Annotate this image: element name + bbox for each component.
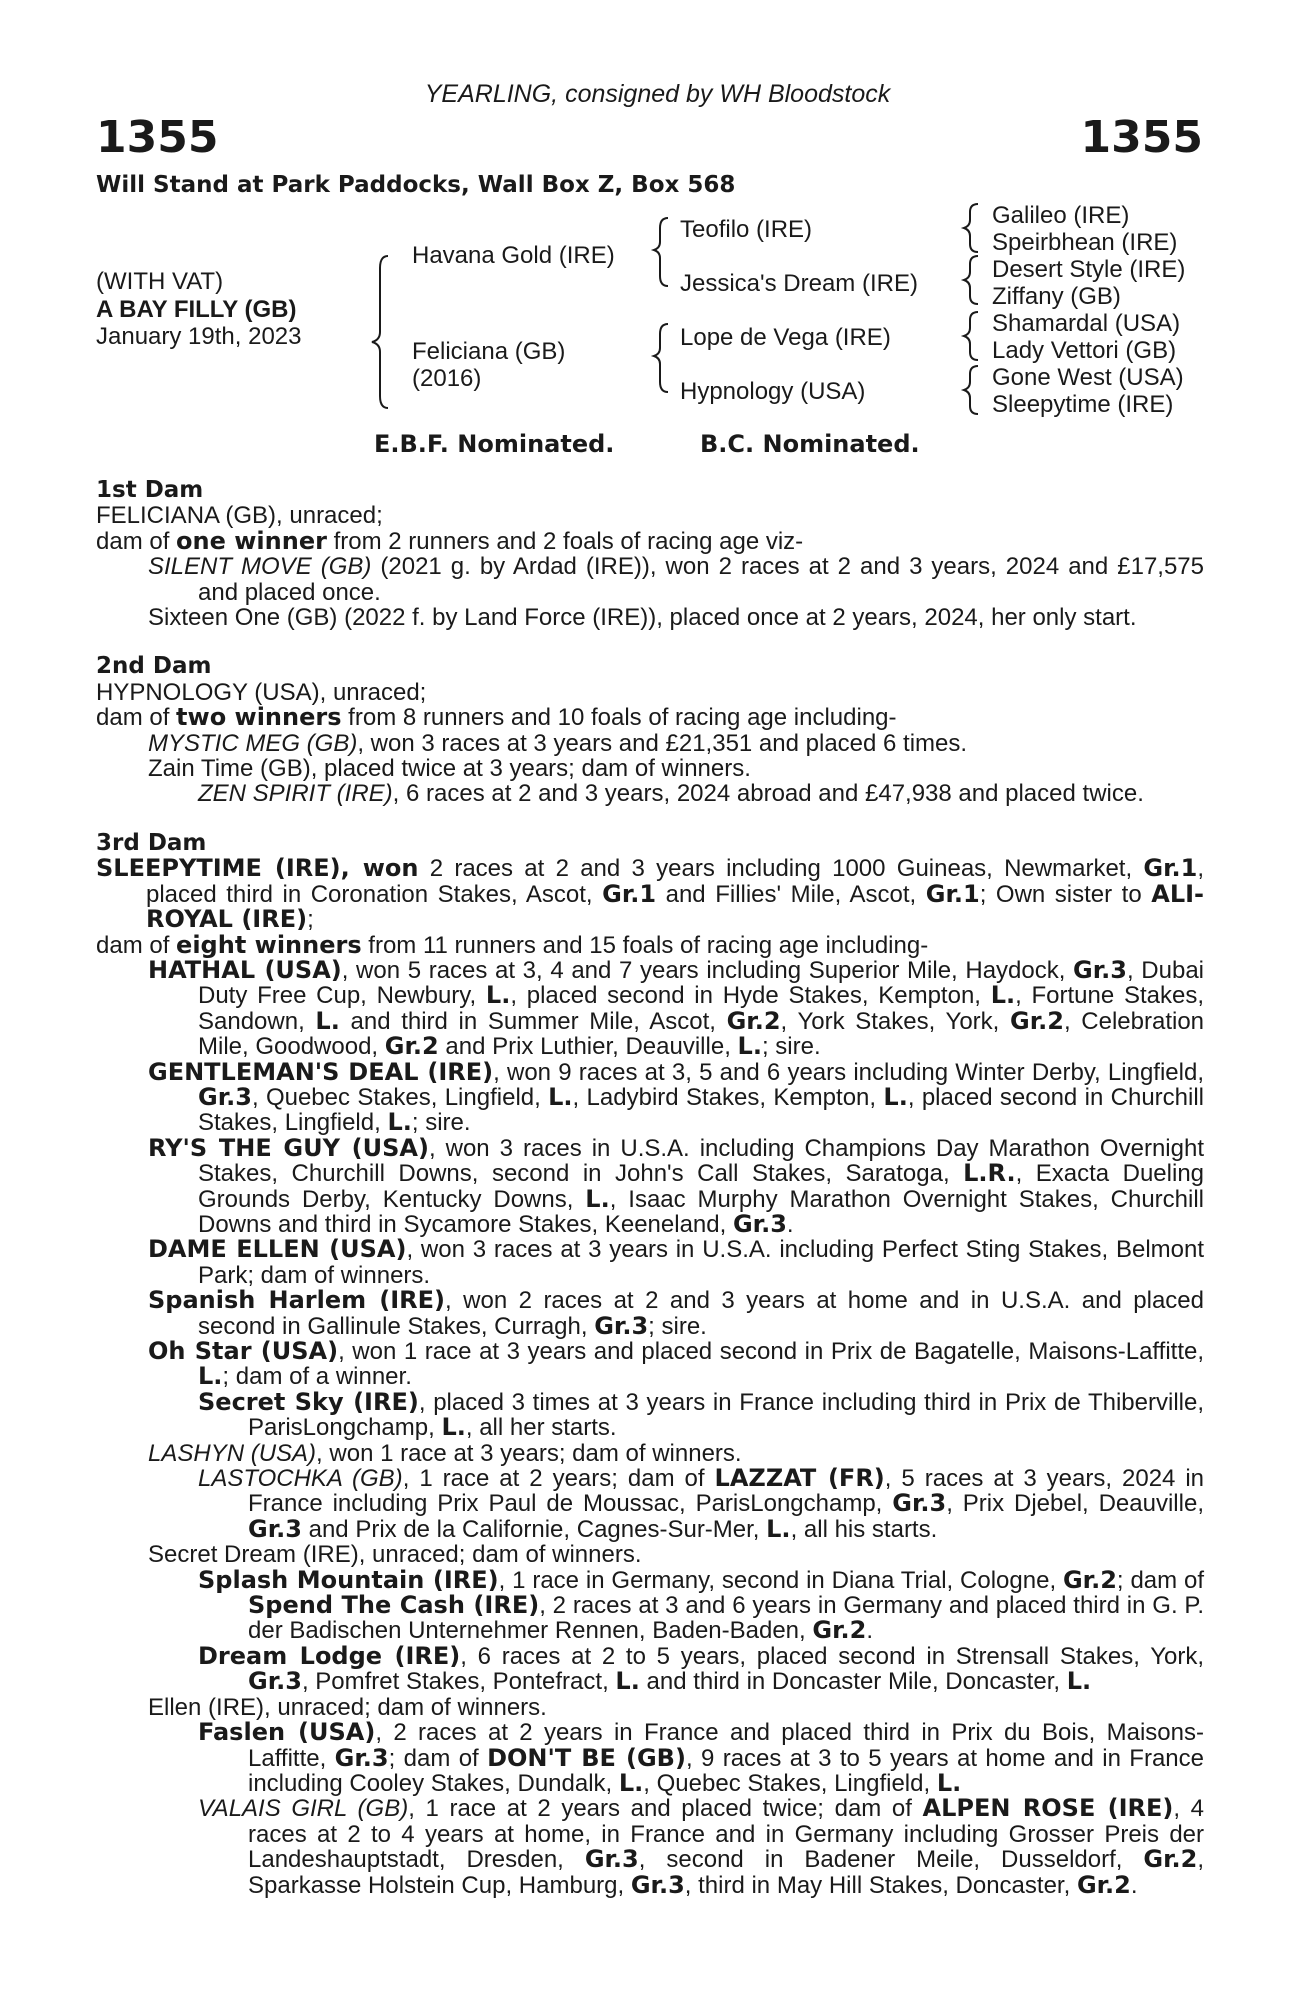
lot-number-left: 1355: [96, 112, 219, 163]
third-dam-heading: 3rd Dam: [96, 829, 207, 856]
dam-year: (2016): [412, 365, 482, 392]
brace-g3: [964, 312, 978, 360]
brace-g1: [964, 204, 978, 252]
produce-entry: MYSTIC MEG (GB), won 3 races at 3 years and £21,351 and placed 6 times.: [148, 729, 968, 757]
produce-entry: ZEN SPIRIT (IRE), 6 races at 2 and 3 years, 2024 abroad and £47,938 and placed twice.: [198, 780, 1144, 808]
produce-entry: Dream Lodge (IRE), 6 races at 2 to 5 years, placed second in Strensall Stakes, York, Gr.3, Pomfret Stakes, Pontefract, L. and third in Doncaster Mile, Doncaster, L.: [198, 1641, 1205, 1696]
dam: Feliciana (GB): [412, 338, 566, 365]
consignment-line: YEARLING, consigned by WH Bloodstock: [424, 80, 891, 108]
dam-dam: Hypnology (USA): [680, 378, 866, 405]
brace-dam-line: [654, 324, 668, 392]
brace-g4: [964, 366, 978, 414]
produce-record: [96, 478, 1204, 1898]
third-dam-summary: dam of eight winners from 11 runners and 15 foals of racing age including-: [96, 930, 929, 959]
produce-entry: Oh Star (USA), won 1 race at 3 years and placed second in Prix de Bagatelle, Maisons-Laffitte, L.; dam of a winner.: [148, 1337, 1204, 1391]
brace-g2: [964, 256, 978, 304]
second-dam-heading: 2nd Dam: [96, 653, 212, 680]
vat-note: (WITH VAT): [96, 268, 224, 295]
first-dam-summary: dam of one winner from 2 runners and 2 foals of racing age viz-: [96, 526, 804, 555]
third-dam-line: SLEEPYTIME (IRE), won 2 races at 2 and 3 years including 1000 Guineas, Newmarket, Gr.1, placed third in Coronation Stakes, Ascot, Gr.1 and Fillies' Mile, Ascot, Gr.1; Own sister to ALI-ROYAL (IRE);: [96, 854, 1205, 934]
lot-number-right: 1355: [1080, 112, 1203, 163]
ancestor-6: Lady Vettori (GB): [992, 337, 1177, 364]
sire: Havana Gold (IRE): [412, 242, 615, 269]
brace-sire-line: [654, 218, 668, 286]
produce-entry: VALAIS GIRL (GB), 1 race at 2 years and placed twice; dam of ALPEN ROSE (IRE), 4 races at 2 to 4 years at home, in France and in Germany including Grosser Preis der Landeshauptstadt, Dresden, Gr.3, second in Badener Meile, Dusseldorf, Gr.2, Sparkasse Holstein Cup, Hamburg, Gr.3, third in May Hill Stakes, Doncaster, Gr.2.: [198, 1794, 1205, 1899]
stand-location: Will Stand at Park Paddocks, Wall Box Z, Box 568: [96, 172, 736, 198]
ancestor-4: Ziffany (GB): [992, 283, 1121, 310]
produce-entry: RY'S THE GUY (USA), won 3 races in U.S.A. including Champions Day Marathon Overnight Stakes, Churchill Downs, second in John's Call Stakes, Saratoga, L.R., Exacta Dueling Grounds Derby, Kentucky Downs, L., Isaac Murphy Marathon Overnight Stakes, Churchill Downs and third in Sycamore Stakes, Keeneland, Gr.3.: [148, 1133, 1205, 1238]
produce-entry: GENTLEMAN'S DEAL (IRE), won 9 races at 3, 5 and 6 years including Winter Derby, Lingfield, Gr.3, Quebec Stakes, Lingfield, L., Ladybird Stakes, Kempton, L., placed second in Churchill Stakes, Lingfield, L.; sire.: [148, 1057, 1205, 1137]
produce-entry: HATHAL (USA), won 5 races at 3, 4 and 7 years including Superior Mile, Haydock, Gr.3, Dubai Duty Free Cup, Newbury, L., placed second in Hyde Stakes, Kempton, L., Fortune Stakes, Sandown, L. and third in Summer Mile, Ascot, Gr.2, York Stakes, York, Gr.2, Celebration Mile, Goodwood, Gr.2 and Prix Luthier, Deauville, L.; sire.: [148, 955, 1205, 1061]
produce-entry: LASHYN (USA), won 1 race at 3 years; dam of winners.: [148, 1439, 742, 1467]
produce-entry: Secret Sky (IRE), placed 3 times at 3 years in France including third in Prix de Thiberville, ParisLongchamp, L., all her starts.: [198, 1387, 1205, 1442]
brace-parents: [372, 256, 388, 408]
second-dam-line: HYPNOLOGY (USA), unraced;: [96, 678, 427, 706]
produce-entry: DAME ELLEN (USA), won 3 races at 3 years in U.S.A. including Perfect Sting Stakes, Belmont Park; dam of winners.: [148, 1235, 1205, 1289]
bc-nomination: B.C. Nominated.: [700, 430, 920, 458]
ancestor-7: Gone West (USA): [992, 364, 1184, 391]
produce-entry: Secret Dream (IRE), unraced; dam of winners.: [148, 1541, 642, 1569]
sire-sire: Teofilo (IRE): [680, 216, 813, 243]
produce-entry: Faslen (USA), 2 races at 2 years in France and placed third in Prix du Bois, Maisons-Laffitte, Gr.3; dam of DON'T BE (GB), 9 races at 3 to 5 years at home and in France including Cooley Stakes, Dundalk, L., Quebec Stakes, Lingfield, L.: [198, 1718, 1204, 1797]
horse-name: A BAY FILLY (GB): [96, 296, 297, 323]
ancestor-8: Sleepytime (IRE): [992, 391, 1174, 418]
produce-entry: Spanish Harlem (IRE), won 2 races at 2 and 3 years at home and in U.S.A. and placed second in Gallinule Stakes, Curragh, Gr.3; sire.: [148, 1286, 1204, 1340]
ancestor-5: Shamardal (USA): [992, 310, 1181, 337]
first-dam-heading: 1st Dam: [96, 477, 204, 503]
first-dam-line: FELICIANA (GB), unraced;: [96, 502, 383, 530]
produce-entry: Splash Mountain (IRE), 1 race in Germany, second in Diana Trial, Cologne, Gr.2; dam of Spend The Cash (IRE), 2 races at 3 and 6 years in Germany and placed third in G. P. der Badischen Unternehmer Rennen, Baden-Baden, Gr.2.: [198, 1565, 1205, 1645]
second-dam-summary: dam of two winners from 8 runners and 10 foals of racing age including-: [96, 703, 897, 732]
ancestor-2: Speirbhean (IRE): [992, 229, 1178, 256]
produce-entry: Ellen (IRE), unraced; dam of winners.: [148, 1693, 547, 1721]
produce-entry: Zain Time (GB), placed twice at 3 years; dam of winners.: [148, 755, 751, 783]
ebf-nomination: E.B.F. Nominated.: [374, 430, 615, 458]
sire-dam: Jessica's Dream (IRE): [680, 270, 918, 297]
ancestor-1: Galileo (IRE): [992, 202, 1130, 229]
dam-sire: Lope de Vega (IRE): [680, 324, 891, 351]
ancestor-3: Desert Style (IRE): [992, 256, 1186, 283]
horse-dob: January 19th, 2023: [96, 323, 302, 350]
produce-entry: SILENT MOVE (GB) (2021 g. by Ardad (IRE)), won 2 races at 2 and 3 years, 2024 and £17,575 and placed once.: [148, 553, 1204, 606]
produce-entry: Sixteen One (GB) (2022 f. by Land Force (IRE)), placed once at 2 years, 2024, her only start.: [148, 604, 1137, 632]
produce-entry: LASTOCHKA (GB), 1 race at 2 years; dam of LAZZAT (FR), 5 races at 3 years, 2024 in France including Prix Paul de Moussac, ParisLongchamp, Gr.3, Prix Djebel, Deauville, Gr.3 and Prix de la Californie, Cagnes-Sur-Mer, L., all his starts.: [198, 1464, 1205, 1543]
